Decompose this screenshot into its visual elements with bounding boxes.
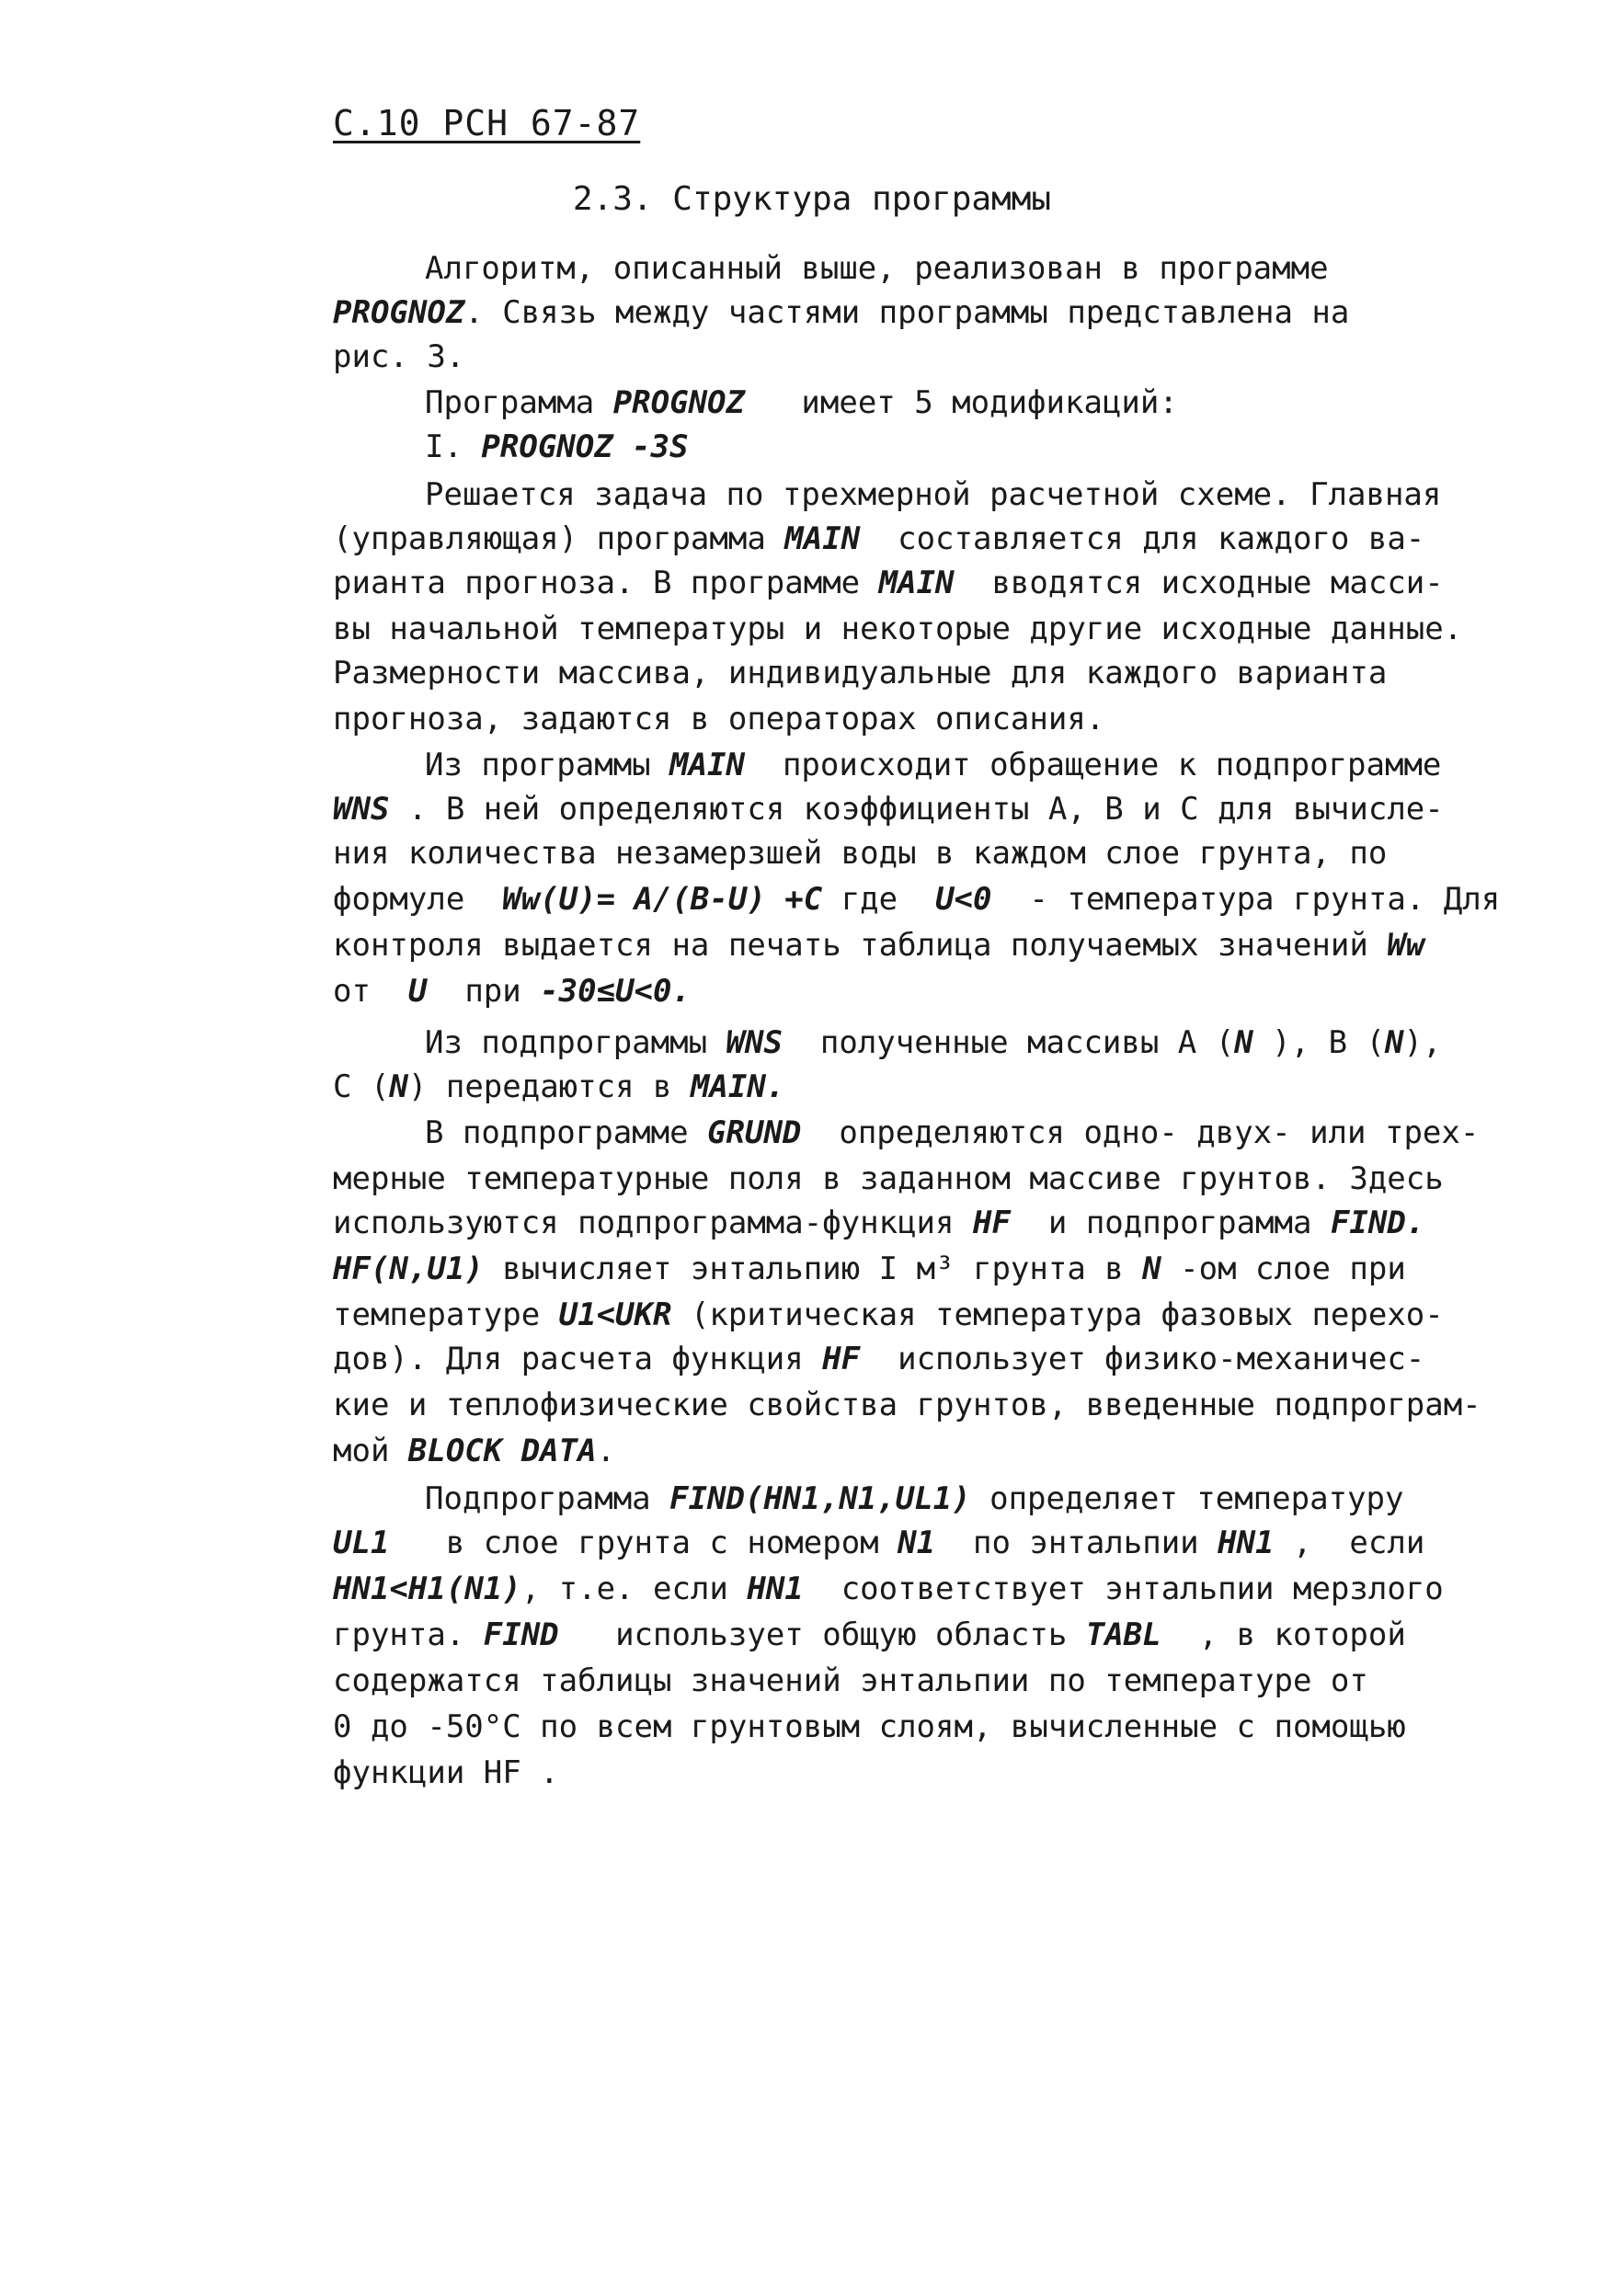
text-run: при (427, 973, 541, 1010)
page-header: С.10 РСН 67-87 (333, 103, 641, 143)
text-line (333, 1068, 784, 1105)
section-title: 2.3. Структура программы (572, 180, 1052, 218)
text-line (333, 881, 1500, 918)
text-run: Подпрограмма (425, 1480, 670, 1517)
text-run: использует физико-механичес- (860, 1341, 1425, 1377)
text-line (333, 338, 464, 375)
text-run: дов). Для расчета функция (333, 1341, 823, 1377)
text-line (333, 520, 1424, 557)
text-run: составляется для каждого ва- (860, 520, 1425, 557)
code-identifier: HF (972, 1205, 1011, 1241)
code-identifier: MAIN (784, 520, 861, 557)
text-line (333, 611, 1462, 647)
text-line (425, 476, 1441, 513)
code-identifier: Ww (1387, 927, 1425, 964)
code-identifier: HN1<H1(N1) (333, 1571, 521, 1607)
text-run: кие и теплофизические свойства грунтов, введенные подпрограм- (333, 1387, 1481, 1423)
text-line (333, 1387, 1481, 1423)
code-identifier: HN1 (1218, 1525, 1275, 1561)
text-line (333, 701, 1104, 737)
text-line (333, 294, 1349, 331)
text-line (333, 565, 1444, 601)
text-run: . Связь между частями программы представлена на (464, 294, 1350, 331)
text-run: (управляющая) программа (333, 520, 785, 557)
text-line (333, 1296, 1444, 1333)
text-run: функции HF . (333, 1754, 559, 1791)
text-line (333, 1251, 1406, 1287)
code-identifier: -30≤U<0. (540, 973, 691, 1010)
text-run: вы начальной температуры и некоторые другие исходные данные. (333, 611, 1463, 647)
text-run: содержатся таблицы значений энтальпии по температуре от (333, 1662, 1368, 1699)
text-run: 0 до -50°С по всем грунтовым слоям, вычисленные с помощью (333, 1708, 1406, 1745)
text-run: мерные температурные поля в заданном массиве грунтов. Здесь (333, 1160, 1444, 1197)
code-identifier: N (1385, 1024, 1404, 1061)
text-run: имеет 5 модификаций: (745, 384, 1178, 421)
text-run: полученные массивы А ( (782, 1024, 1235, 1061)
text-run: температуре (333, 1296, 559, 1333)
text-line (333, 1754, 559, 1791)
text-run: Размерности массива, индивидуальные для каждого варианта (333, 655, 1388, 691)
text-line (333, 1205, 1424, 1241)
text-run: используются подпрограмма-функция (333, 1205, 973, 1241)
text-run: вычисляет энтальпию I м³ грунта в (483, 1251, 1143, 1287)
code-identifier: HF(N,U1) (333, 1251, 484, 1287)
text-run: от (333, 973, 408, 1010)
text-line (333, 1525, 1424, 1561)
text-run: в слое грунта с номером (389, 1525, 898, 1561)
text-line (333, 1433, 615, 1469)
text-run: происходит обращение к подпрограмме (745, 747, 1442, 783)
text-run: С ( (333, 1068, 390, 1105)
code-identifier: U<0 (935, 881, 992, 918)
text-line (425, 1114, 1479, 1151)
text-line (425, 384, 1178, 421)
code-identifier: PROGNOZ (612, 384, 745, 421)
text-run: Алгоритм, описанный выше, реализован в программе (425, 250, 1329, 287)
text-run: ), В ( (1252, 1024, 1385, 1061)
text-run: ния количества незамерзшей воды в каждом слое грунта, по (333, 835, 1388, 872)
text-run: Из подпрограммы (425, 1024, 726, 1061)
code-identifier: WNS (726, 1024, 783, 1061)
code-identifier: TABL (1085, 1616, 1161, 1653)
text-line (333, 1160, 1444, 1197)
text-line (333, 655, 1387, 691)
text-line (333, 791, 1444, 828)
text-run: . (596, 1433, 616, 1469)
code-identifier: UL1 (333, 1525, 390, 1561)
code-identifier: GRUND (707, 1114, 802, 1151)
code-identifier: PROGNOZ (333, 294, 465, 331)
text-line (333, 835, 1387, 872)
text-run: формуле (333, 881, 503, 918)
text-run: Программа (425, 384, 613, 421)
text-run: по энтальпии (935, 1525, 1218, 1561)
text-line (333, 1662, 1368, 1699)
text-run: мой (333, 1433, 408, 1469)
text-run: -ом слое при (1161, 1251, 1406, 1287)
code-identifier: MAIN (878, 565, 955, 601)
text-line (425, 1480, 1403, 1517)
text-run: (критическая температура фазовых перехо- (671, 1296, 1444, 1333)
code-identifier: BLOCK DATA (407, 1433, 597, 1469)
text-run: соответствует энтальпии мерзлого (803, 1571, 1444, 1607)
text-run: ), (1403, 1024, 1442, 1061)
text-line (425, 1024, 1441, 1061)
text-line (425, 747, 1441, 783)
text-run: ) передаются в (407, 1068, 691, 1105)
text-run: , т.е. если (520, 1571, 748, 1607)
code-identifier: N (389, 1068, 408, 1105)
text-run: . В ней определяются коэффициенты А, В и С для вычисле- (389, 791, 1444, 828)
code-identifier: WNS (333, 791, 390, 828)
text-run: где (822, 881, 936, 918)
code-identifier: N1 (898, 1525, 936, 1561)
code-identifier: U (407, 973, 428, 1010)
text-line (333, 1708, 1406, 1745)
text-line (333, 927, 1424, 964)
code-identifier: HN1 (747, 1571, 804, 1607)
text-run: Решается задача по трехмерной расчетной схеме. Главная (425, 476, 1442, 513)
text-run: контроля выдается на печать таблица получаемых значений (333, 927, 1388, 964)
code-identifier: MAIN (669, 747, 745, 783)
code-identifier: FIND(HN1,N1,UL1) (669, 1480, 971, 1517)
text-run: грунта. (333, 1616, 484, 1653)
text-line (425, 250, 1329, 287)
code-identifier: N (1234, 1024, 1253, 1061)
text-run: определяются одно- двух- или трех- (801, 1114, 1480, 1151)
text-run: рианта прогноза. В программе (333, 565, 879, 601)
code-identifier: U1<UKR (558, 1296, 672, 1333)
text-run: В подпрограмме (425, 1114, 708, 1151)
text-line (333, 1616, 1406, 1653)
text-line (333, 1341, 1424, 1377)
code-identifier: FIND (483, 1616, 559, 1653)
text-run: , в которой (1161, 1616, 1406, 1653)
text-run: I. (425, 428, 482, 465)
text-run: определяет температуру (970, 1480, 1404, 1517)
code-identifier: HF (822, 1341, 861, 1377)
code-identifier: Ww(U)= A/(B-U) +C (502, 881, 823, 918)
text-run: - температура грунта. Для (991, 881, 1501, 918)
text-line (333, 973, 691, 1010)
code-identifier: FIND. (1330, 1205, 1425, 1241)
text-run: рис. 3. (333, 338, 465, 375)
text-run: , если (1274, 1525, 1425, 1561)
text-line (333, 1571, 1444, 1607)
text-run: и подпрограмма (1010, 1205, 1331, 1241)
text-run: использует общую область (558, 1616, 1086, 1653)
code-identifier: PROGNOZ -3S (481, 428, 689, 465)
text-run: вводятся исходные масси- (954, 565, 1444, 601)
text-line (425, 428, 689, 465)
text-run: Из программы (425, 747, 670, 783)
text-run: прогноза, задаются в операторах описания. (333, 701, 1105, 737)
code-identifier: MAIN. (690, 1068, 785, 1105)
code-identifier: N (1142, 1251, 1161, 1287)
